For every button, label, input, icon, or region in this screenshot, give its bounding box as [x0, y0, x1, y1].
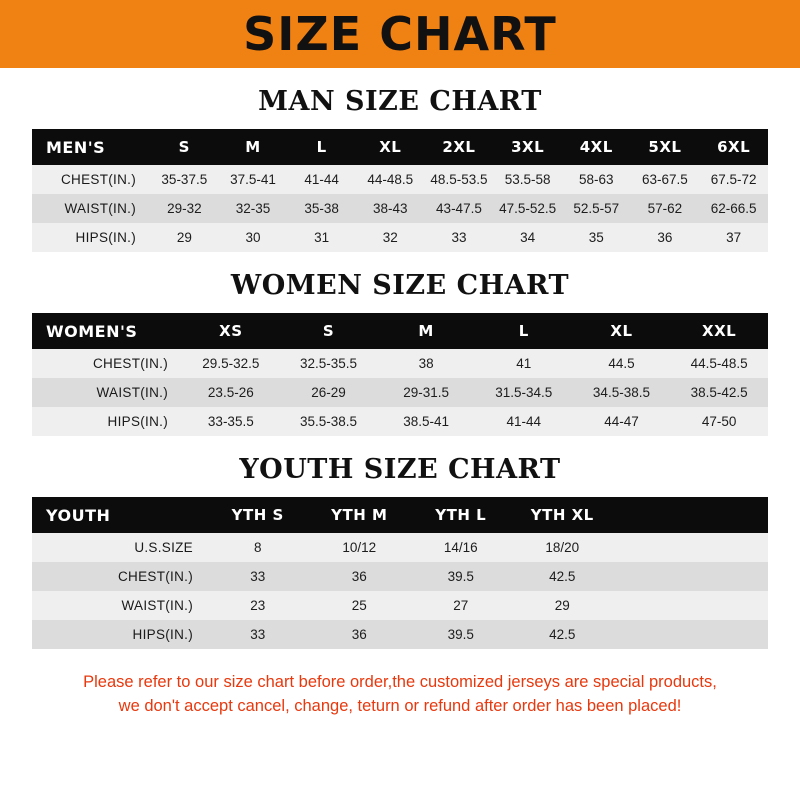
cell: 32-35 [235, 201, 271, 216]
row-label: WAIST(IN.) [121, 598, 193, 613]
cell: 35-37.5 [161, 172, 208, 187]
cell: 29.5-32.5 [202, 356, 260, 371]
column-header: XXL [702, 322, 737, 340]
cell: 29-32 [167, 201, 202, 216]
cell: 44-47 [604, 414, 639, 429]
cell: 37 [726, 230, 742, 245]
column-header: YTH M [331, 506, 388, 524]
cell: 31 [314, 230, 330, 245]
row-label: HIPS(IN.) [132, 627, 193, 642]
men-chart-wrap [0, 129, 800, 252]
cell: 32 [382, 230, 398, 245]
cell: 33 [250, 627, 266, 642]
table-row [32, 378, 768, 407]
cell: 38.5-42.5 [690, 385, 748, 400]
column-header: XL [610, 322, 633, 340]
row-label: WAIST(IN.) [64, 201, 136, 216]
row-label: WAIST(IN.) [96, 385, 168, 400]
column-header: S [322, 322, 335, 340]
header-banner [0, 0, 800, 68]
disclaimer-line-1: Please refer to our size chart before order,the customized jerseys are special products, [83, 673, 717, 691]
cell-empty [613, 562, 768, 591]
cell: 63-67.5 [642, 172, 688, 187]
table-row [32, 533, 768, 562]
row-label: HIPS(IN.) [75, 230, 136, 245]
cell: 42.5 [549, 627, 576, 642]
cell: 47.5-52.5 [499, 201, 557, 216]
cell: 44.5 [608, 356, 635, 371]
cell: 42.5 [549, 569, 576, 584]
table-row [32, 165, 768, 194]
table-header-row [32, 313, 768, 349]
cell: 27 [453, 598, 469, 613]
column-header-empty [613, 497, 768, 533]
cell: 43-47.5 [436, 201, 482, 216]
disclaimer-note [0, 671, 800, 719]
page-title: SIZE CHART [243, 7, 557, 61]
cell: 48.5-53.5 [430, 172, 488, 187]
cell: 14/16 [443, 540, 478, 555]
column-header: WOMEN'S [46, 321, 138, 341]
cell: 58-63 [579, 172, 614, 187]
column-header: M [418, 322, 434, 340]
youth-chart-wrap [0, 497, 800, 649]
youth-size-table [32, 497, 768, 649]
cell: 53.5-58 [504, 172, 551, 187]
cell-empty [613, 591, 768, 620]
column-header: MEN'S [46, 137, 106, 157]
cell: 44-48.5 [367, 172, 414, 187]
table-row [32, 562, 768, 591]
table-header-row [32, 497, 768, 533]
cell: 18/20 [545, 540, 580, 555]
row-label: CHEST(IN.) [61, 172, 136, 187]
column-header: 6XL [717, 138, 751, 156]
column-header: YOUTH [46, 505, 111, 525]
cell: 38-43 [373, 201, 408, 216]
cell: 67.5-72 [710, 172, 757, 187]
cell: 32.5-35.5 [299, 356, 357, 371]
column-header: XS [219, 322, 243, 340]
column-header: YTH S [231, 506, 284, 524]
cell: 37.5-41 [230, 172, 276, 187]
table-row [32, 349, 768, 378]
men-size-table [32, 129, 768, 252]
column-header: L [316, 138, 327, 156]
cell: 35 [588, 230, 604, 245]
cell: 41 [516, 356, 532, 371]
women-chart-wrap [0, 313, 800, 436]
table-row [32, 223, 768, 252]
cell: 41-44 [304, 172, 339, 187]
column-header: YTH XL [530, 506, 594, 524]
cell: 34 [520, 230, 536, 245]
cell: 33 [451, 230, 467, 245]
cell: 23 [250, 598, 266, 613]
disclaimer-line-2: we don't accept cancel, change, teturn or refund after order has been placed! [118, 696, 682, 715]
column-header: L [518, 322, 529, 340]
section-title-youth: YOUTH SIZE CHART [239, 454, 561, 485]
cell: 30 [245, 230, 261, 245]
cell: 52.5-57 [573, 201, 620, 216]
cell: 47-50 [701, 414, 737, 429]
table-row [32, 591, 768, 620]
section-title-men: MAN SIZE CHART [258, 86, 542, 117]
cell: 33-35.5 [207, 414, 254, 429]
table-header-row [32, 129, 768, 165]
column-header: 2XL [442, 138, 476, 156]
cell: 57-62 [647, 201, 683, 216]
section-title-women: WOMEN SIZE CHART [230, 270, 570, 301]
cell: 62-66.5 [710, 201, 757, 216]
cell: 35.5-38.5 [299, 414, 357, 429]
cell: 36 [351, 627, 367, 642]
row-label: HIPS(IN.) [107, 414, 168, 429]
column-header: 4XL [579, 138, 613, 156]
column-header: 5XL [648, 138, 682, 156]
cell: 39.5 [447, 627, 474, 642]
column-header: XL [379, 138, 402, 156]
cell: 26-29 [311, 385, 346, 400]
cell: 25 [351, 598, 367, 613]
cell: 23.5-26 [207, 385, 254, 400]
cell: 10/12 [342, 540, 377, 555]
cell: 34.5-38.5 [592, 385, 650, 400]
cell: 29-31.5 [403, 385, 450, 400]
cell: 39.5 [447, 569, 474, 584]
cell: 38.5-41 [403, 414, 450, 429]
column-header: M [245, 138, 261, 156]
cell: 41-44 [506, 414, 542, 429]
cell: 35-38 [304, 201, 339, 216]
column-header: YTH L [435, 506, 487, 524]
row-label: CHEST(IN.) [93, 356, 168, 371]
column-header: S [178, 138, 190, 156]
table-row [32, 194, 768, 223]
row-label: U.S.SIZE [134, 540, 193, 555]
cell: 36 [351, 569, 367, 584]
column-header: 3XL [511, 138, 545, 156]
cell: 31.5-34.5 [495, 385, 553, 400]
table-row [32, 407, 768, 436]
cell: 29 [176, 230, 192, 245]
cell: 33 [250, 569, 266, 584]
cell: 36 [657, 230, 673, 245]
table-row [32, 620, 768, 649]
cell: 29 [554, 598, 570, 613]
row-label: CHEST(IN.) [118, 569, 193, 584]
cell: 8 [253, 540, 262, 555]
cell-empty [613, 620, 768, 649]
cell: 38 [418, 356, 434, 371]
cell-empty [613, 533, 768, 562]
women-size-table [32, 313, 768, 436]
cell: 44.5-48.5 [690, 356, 748, 371]
